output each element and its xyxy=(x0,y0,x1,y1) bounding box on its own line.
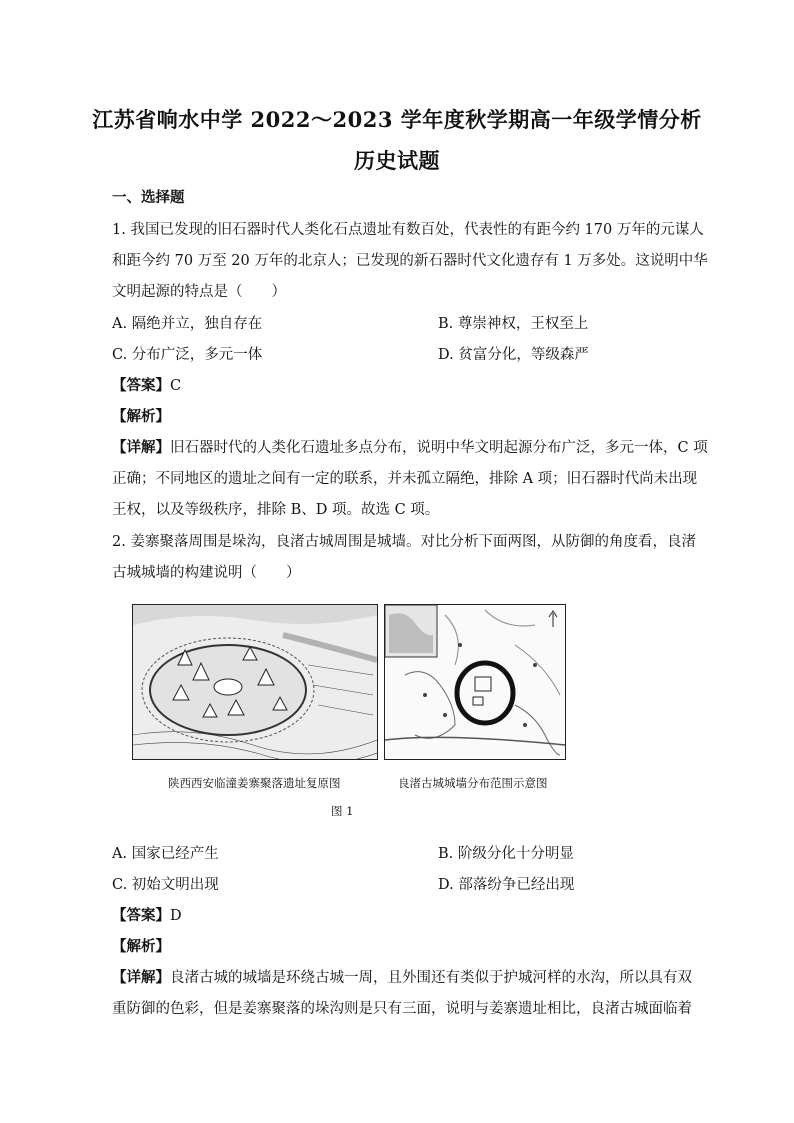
exam-title: 江苏省响水中学 2022～2023 学年度秋学期高一年级学情分析 xyxy=(92,107,702,132)
figure-left-caption: 陕西西安临潼姜寨聚落遗址复原图 xyxy=(168,776,341,790)
q2-option-c: C. 初始文明出现 xyxy=(112,877,219,893)
q2-option-b: B. 阶级分化十分明显 xyxy=(438,846,574,862)
q2-answer-label: 【答案】 xyxy=(112,907,170,924)
liangzhu-wall-map-figure xyxy=(384,604,566,760)
q2-answer xyxy=(112,904,182,925)
q1-stem-line-1: 1. 我国已发现的旧石器时代人类化石点遗址有数百处，代表性的有距今约 170 万年的元谋人 xyxy=(112,222,704,238)
q1-option-b: B. 尊崇神权，王权至上 xyxy=(438,316,589,332)
q2-stem-line-1: 2. 姜寨聚落周围是垛沟，良渚古城周围是城墙。对比分析下面两图，从防御的角度看，良渚 xyxy=(112,534,696,550)
q1-stem-line-2: 和距今约 70 万至 20 万年的北京人；已发现的新石器时代文化遗存有 1 万多处。这说明中华 xyxy=(112,253,708,269)
q1-stem-line-3: 文明起源的特点是（ ） xyxy=(112,284,286,300)
q1-option-a: A. 隔绝并立，独自存在 xyxy=(112,316,263,332)
jiangzhai-settlement-figure xyxy=(132,604,378,760)
q2-stem-line-2: 古城城墙的构建说明（ ） xyxy=(112,565,301,581)
q1-detail-line-1 xyxy=(112,436,708,457)
section-heading: 一、选择题 xyxy=(112,189,185,206)
q1-answer-label: 【答案】 xyxy=(112,377,170,394)
q2-detail-line-2: 重防御的色彩，但是姜寨聚落的垛沟则是只有三面，说明与姜寨遗址相比，良渚古城面临着 xyxy=(112,1001,692,1017)
q2-detail-line-1 xyxy=(112,966,692,987)
q1-answer-value: C xyxy=(170,378,182,394)
liangzhu-map xyxy=(385,605,565,759)
q1-detail-label: 【详解】 xyxy=(112,439,170,456)
q2-detail-label: 【详解】 xyxy=(112,969,170,986)
q1-detail-text-1: 旧石器时代的人类化石遗址多点分布，说明中华文明起源分布广泛，多元一体，C 项 xyxy=(170,440,708,456)
q2-option-a: A. 国家已经产生 xyxy=(112,846,219,862)
q2-analysis-label: 【解析】 xyxy=(112,938,170,955)
figure-right-caption: 良渚古城城墙分布范围示意图 xyxy=(398,776,548,790)
q1-analysis-label: 【解析】 xyxy=(112,408,170,425)
figure-label: 图 1 xyxy=(331,804,354,818)
q2-answer-value: D xyxy=(170,908,182,924)
q1-detail-line-3: 王权，以及等级秩序，排除 B、D 项。故选 C 项。 xyxy=(112,502,440,518)
settlement-sketch xyxy=(133,605,377,759)
q1-answer xyxy=(112,374,181,395)
q1-option-c: C. 分布广泛，多元一体 xyxy=(112,347,263,363)
q1-detail-line-2: 正确；不同地区的遗址之间有一定的联系，并未孤立隔绝，排除 A 项；旧石器时代尚未出现 xyxy=(112,471,698,487)
exam-subtitle: 历史试题 xyxy=(354,148,440,173)
q1-option-d: D. 贫富分化，等级森严 xyxy=(438,347,589,363)
q2-detail-text-1: 良渚古城的城墙是环绕古城一周，且外围还有类似于护城河样的水沟，所以具有双 xyxy=(170,970,692,986)
q2-option-d: D. 部落纷争已经出现 xyxy=(438,877,575,893)
